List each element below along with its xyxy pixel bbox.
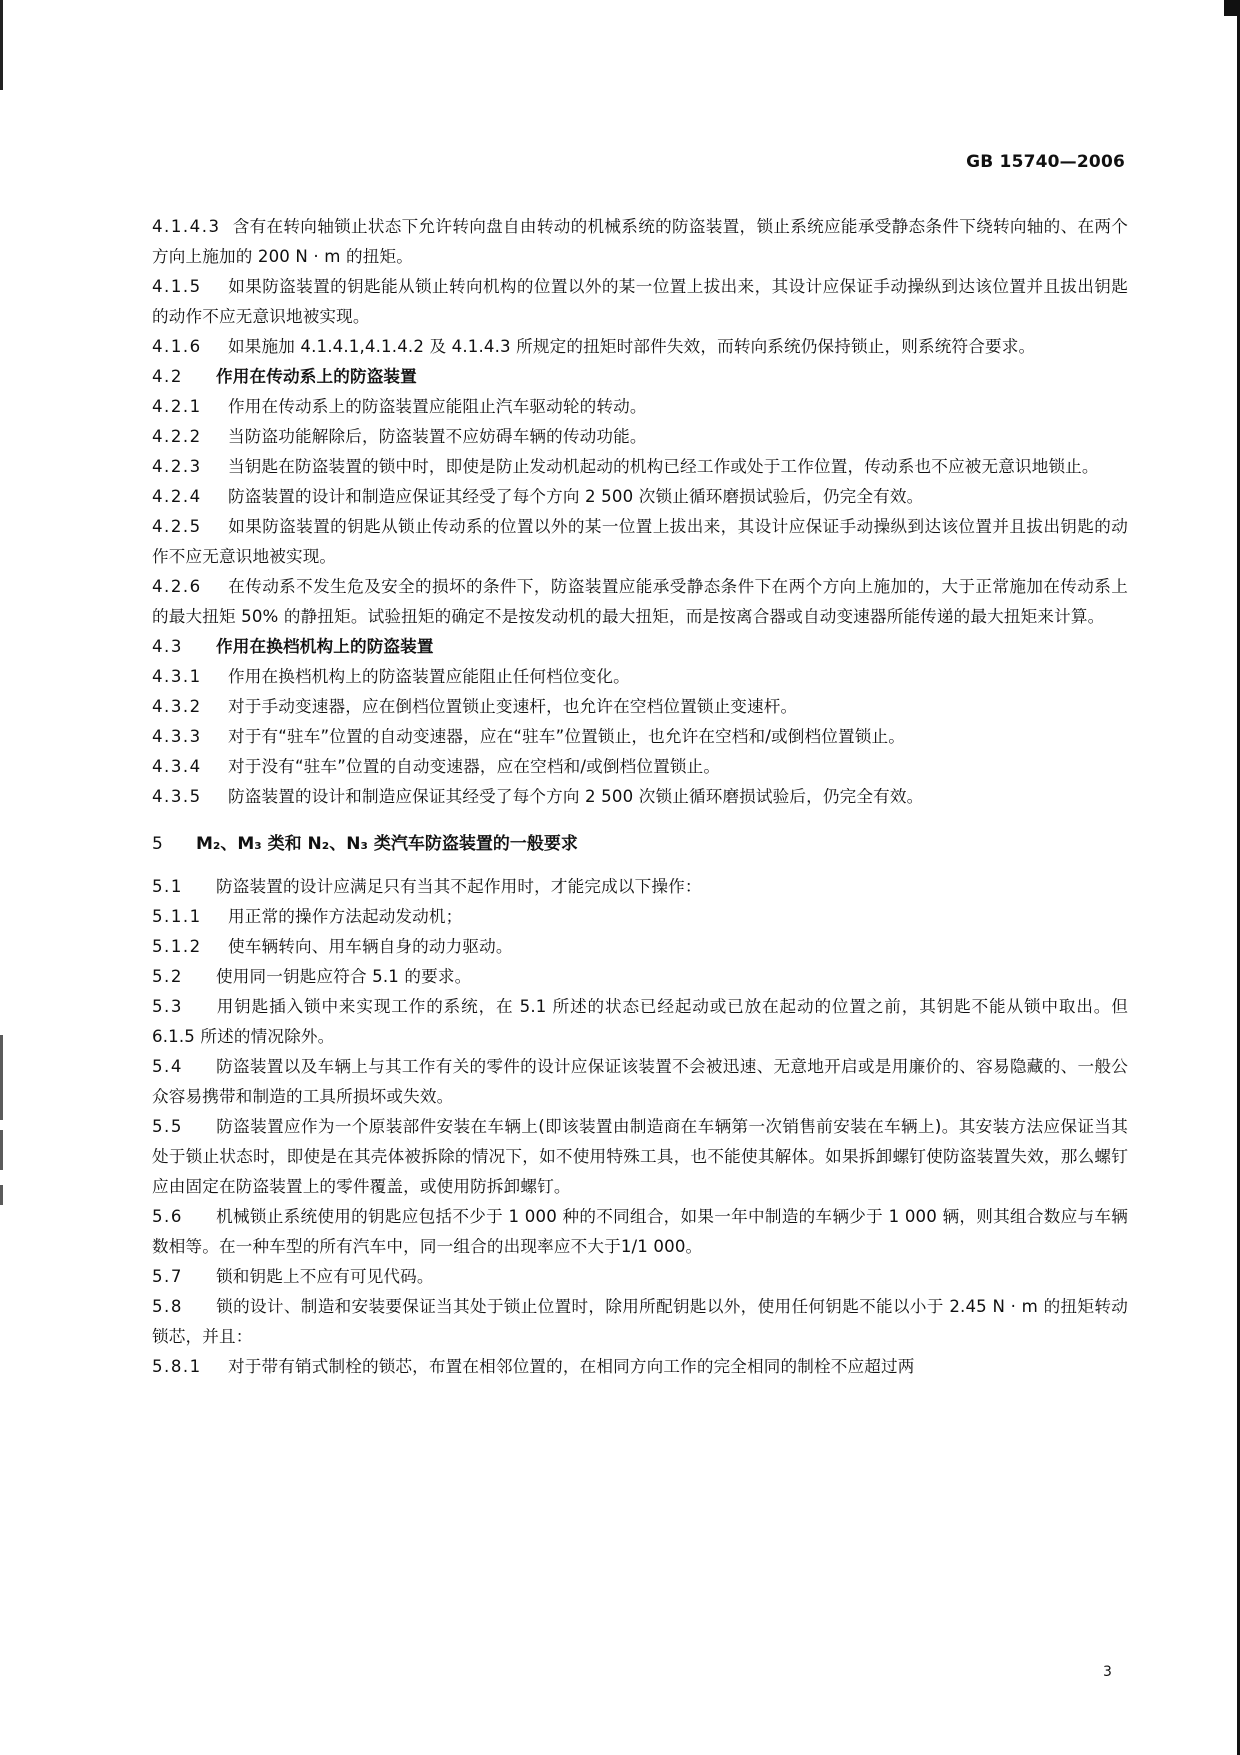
clause-text: 作用在传动系上的防盗装置应能阻止汽车驱动轮的转动。 — [228, 397, 647, 416]
clause-text: 防盗装置以及车辆上与其工作有关的零件的设计应保证该装置不会被迅速、无意地开启或是用廉价的、容易隐藏的、一般公众容易携带和制造的工具所损坏或失效。 — [152, 1057, 1128, 1106]
clause-text: 如果施加 4.1.4.1,4.1.4.2 及 4.1.4.3 所规定的扭矩时部件失效，而转向系统仍保持锁止，则系统符合要求。 — [228, 337, 1036, 356]
clause-text: 对于有“驻车”位置的自动变速器，应在“驻车”位置锁止，也允许在空档和/或倒档位置锁止。 — [228, 727, 905, 746]
section-heading-4-2 — [152, 362, 1128, 392]
section-title: 作用在传动系上的防盗装置 — [216, 367, 417, 386]
clause-4-1-5 — [152, 272, 1128, 332]
clause-number: 4.1.6 — [152, 337, 202, 356]
clause-number: 4.2.6 — [152, 577, 202, 596]
clause-text: 对于手动变速器，应在倒档位置锁止变速杆，也允许在空档位置锁止变速杆。 — [228, 697, 798, 716]
clause-4-2-2 — [152, 422, 1128, 452]
clause-4-3-5 — [152, 782, 1128, 812]
clause-number: 4.3.2 — [152, 697, 202, 716]
clause-5-4 — [152, 1052, 1128, 1112]
section-title: 作用在换档机构上的防盗装置 — [216, 637, 434, 656]
chapter-title: M₂、M₃ 类和 N₂、N₃ 类汽车防盗装置的一般要求 — [196, 834, 578, 854]
clause-text: 用正常的操作方法起动发动机； — [228, 907, 463, 926]
document-body — [152, 212, 1128, 1382]
section-number: 4.3 — [152, 637, 183, 656]
clause-text: 机械锁止系统使用的钥匙应包括不少于 1 000 种的不同组合，如果一年中制造的车辆少于 1 000 辆，则其组合数应与车辆数相等。在一种车型的所有汽车中，同一组合的出现率应不大于1/1 000。 — [152, 1207, 1128, 1256]
clause-text: 如果防盗装置的钥匙从锁止传动系的位置以外的某一位置上拔出来，其设计应保证手动操纵到达该位置并且拔出钥匙的动作不应无意识地被实现。 — [152, 517, 1128, 566]
scan-edge-top-left — [0, 0, 3, 90]
clause-number: 4.2.2 — [152, 427, 202, 446]
clause-4-1-4-3 — [152, 212, 1128, 272]
clause-4-2-1 — [152, 392, 1128, 422]
scan-shadow-bar — [0, 1185, 3, 1205]
clause-number: 4.1.4.3 — [152, 217, 221, 236]
clause-number: 4.3.5 — [152, 787, 202, 806]
clause-5-3 — [152, 992, 1128, 1052]
clause-text: 当防盗功能解除后，防盗装置不应妨碍车辆的传动功能。 — [228, 427, 647, 446]
clause-number: 5.6 — [152, 1207, 183, 1226]
clause-number: 4.3.1 — [152, 667, 202, 686]
clause-text: 在传动系不发生危及安全的损坏的条件下，防盗装置应能承受静态条件下在两个方向上施加的，大于正常施加在传动系上的最大扭矩 50% 的静扭矩。试验扭矩的确定不是按发动机的最大扭矩，而是按离合器或自动变速器所能传递的最大扭矩来计算。 — [152, 577, 1128, 626]
section-heading-4-3 — [152, 632, 1128, 662]
clause-number: 4.1.5 — [152, 277, 202, 296]
chapter-heading-5 — [152, 828, 1128, 860]
clause-number: 5.7 — [152, 1267, 183, 1286]
clause-5-8 — [152, 1292, 1128, 1352]
clause-text: 使车辆转向、用车辆自身的动力驱动。 — [228, 937, 513, 956]
clause-number: 5.4 — [152, 1057, 183, 1076]
clause-4-2-6 — [152, 572, 1128, 632]
clause-text: 对于没有“驻车”位置的自动变速器，应在空档和/或倒档位置锁止。 — [228, 757, 721, 776]
clause-number: 4.2.3 — [152, 457, 202, 476]
clause-number: 4.3.3 — [152, 727, 202, 746]
clause-text: 当钥匙在防盗装置的锁中时，即使是防止发动机起动的机构已经工作或处于工作位置，传动系也不应被无意识地锁止。 — [228, 457, 1099, 476]
page-number: 3 — [1103, 1664, 1112, 1680]
clause-4-2-3 — [152, 452, 1128, 482]
clause-text: 防盗装置的设计应满足只有当其不起作用时，才能完成以下操作： — [216, 877, 702, 896]
clause-text: 含有在转向轴锁止状态下允许转向盘自由转动的机械系统的防盗装置，锁止系统应能承受静态条件下绕转向轴的、在两个方向上施加的 200 N · m 的扭矩。 — [152, 217, 1128, 266]
clause-text: 防盗装置的设计和制造应保证其经受了每个方向 2 500 次锁止循环磨损试验后，仍完全有效。 — [228, 787, 924, 806]
chapter-number: 5 — [152, 834, 165, 854]
clause-text: 对于带有销式制栓的锁芯，布置在相邻位置的，在相同方向工作的完全相同的制栓不应超过两 — [228, 1357, 915, 1376]
clause-4-3-2 — [152, 692, 1128, 722]
scan-shadow-bar — [0, 1035, 3, 1120]
clause-5-8-1 — [152, 1352, 1128, 1382]
scan-corner-fragment — [1224, 0, 1240, 16]
clause-4-3-4 — [152, 752, 1128, 782]
clause-5-6 — [152, 1202, 1128, 1262]
clause-5-1-2 — [152, 932, 1128, 962]
clause-4-3-3 — [152, 722, 1128, 752]
clause-number: 5.3 — [152, 997, 183, 1016]
clause-5-5 — [152, 1112, 1128, 1202]
clause-text: 用钥匙插入锁中来实现工作的系统，在 5.1 所述的状态已经起动或已放在起动的位置之前，其钥匙不能从锁中取出。但 6.1.5 所述的情况除外。 — [152, 997, 1128, 1046]
clause-4-1-6 — [152, 332, 1128, 362]
clause-text: 锁的设计、制造和安装要保证当其处于锁止位置时，除用所配钥匙以外，使用任何钥匙不能以小于 2.45 N · m 的扭矩转动锁芯，并且： — [152, 1297, 1128, 1346]
clause-number: 4.2.1 — [152, 397, 202, 416]
clause-5-1-1 — [152, 902, 1128, 932]
clause-number: 4.2.5 — [152, 517, 202, 536]
clause-text: 防盗装置的设计和制造应保证其经受了每个方向 2 500 次锁止循环磨损试验后，仍完全有效。 — [228, 487, 924, 506]
clause-number: 5.8.1 — [152, 1357, 202, 1376]
clause-number: 4.2.4 — [152, 487, 202, 506]
clause-number: 5.5 — [152, 1117, 183, 1136]
clause-number: 5.1.2 — [152, 937, 202, 956]
clause-text: 作用在换档机构上的防盗装置应能阻止任何档位变化。 — [228, 667, 630, 686]
clause-4-2-4 — [152, 482, 1128, 512]
section-number: 4.2 — [152, 367, 183, 386]
clause-text: 锁和钥匙上不应有可见代码。 — [216, 1267, 434, 1286]
standard-code: GB 15740—2006 — [966, 152, 1125, 172]
clause-number: 5.8 — [152, 1297, 183, 1316]
clause-text: 如果防盗装置的钥匙能从锁止转向机构的位置以外的某一位置上拔出来，其设计应保证手动操纵到达该位置并且拔出钥匙的动作不应无意识地被实现。 — [152, 277, 1128, 326]
scan-shadow-bar — [0, 1130, 3, 1170]
clause-4-3-1 — [152, 662, 1128, 692]
clause-text: 使用同一钥匙应符合 5.1 的要求。 — [216, 967, 472, 986]
clause-4-2-5 — [152, 512, 1128, 572]
clause-5-1 — [152, 872, 1128, 902]
clause-number: 5.1.1 — [152, 907, 202, 926]
clause-number: 5.2 — [152, 967, 183, 986]
clause-number: 4.3.4 — [152, 757, 202, 776]
clause-number: 5.1 — [152, 877, 183, 896]
clause-5-2 — [152, 962, 1128, 992]
clause-text: 防盗装置应作为一个原装部件安装在车辆上(即该装置由制造商在车辆第一次销售前安装在车辆上)。其安装方法应保证当其处于锁止状态时，即使是在其壳体被拆除的情况下，如不使用特殊工具，也不能使其解体。如果拆卸螺钉使防盗装置失效，那么螺钉应由固定在防盗装置上的零件覆盖，或使用防拆卸螺钉。 — [152, 1117, 1128, 1196]
clause-5-7 — [152, 1262, 1128, 1292]
